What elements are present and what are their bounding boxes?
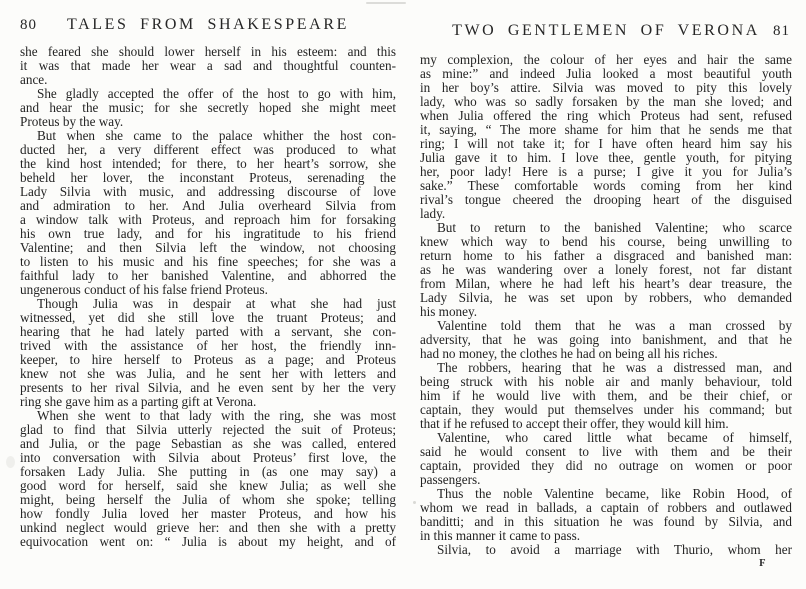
text-line: captain, provided they did no outrage on women or poor <box>420 459 792 473</box>
right-page-number: 81 <box>773 23 790 39</box>
text-line: captain, they would put themselves under his command; but <box>420 403 792 417</box>
text-line: him if he would live with them, and be their chief, or <box>420 389 792 403</box>
text-line: into conversation with Silvia about Proteus’ first love, the <box>20 451 396 465</box>
text-line: lady, who was so sadly forsaken by the man she loved; and <box>420 95 792 109</box>
left-running-head-title: TALES FROM SHAKESPEARE <box>67 16 349 33</box>
text-line: trived with the assistance of her host, the friendly inn- <box>20 339 396 353</box>
text-line: and Julia, or the page Sebastian as she was called, entered <box>20 437 396 451</box>
text-line: a window talk with Proteus, and reproach him for forsaking <box>20 213 396 227</box>
text-line: good word for herself, said she knew Julia; as well she <box>20 479 396 493</box>
text-line: Julia gave it to him. I love thee, gentle youth, for pitying <box>420 151 792 165</box>
text-line: ungenerous conduct of his false friend Proteus. <box>20 283 268 297</box>
left-page-number: 80 <box>20 17 37 33</box>
text-line: when Julia offered the ring which Proteus had sent, refused <box>420 109 792 123</box>
text-line: as mine:” and indeed Julia looked a most beautiful youth <box>420 67 792 81</box>
text-line: she feared she should lower herself in his esteem: and this <box>20 45 396 59</box>
text-line: But to return to the banished Valentine; who scarce <box>437 221 792 235</box>
text-line: adversity, that he was going into banishment, and that he <box>420 333 792 347</box>
text-line: Thus the noble Valentine became, like Robin Hood, of <box>437 487 792 501</box>
right-page <box>420 0 792 589</box>
text-line: my complexion, the colour of her eyes and hair the same <box>420 53 792 67</box>
text-line: in her boy’s attire. Silvia was moved to pity this lovely <box>420 81 792 95</box>
signature-mark: F <box>759 558 766 569</box>
text-line: keeper, to hire herself to Proteus as a page; and Proteus <box>20 353 396 367</box>
text-line: it was that made her wear a sad and thoughtful counten- <box>20 59 396 73</box>
left-page <box>20 0 396 589</box>
text-line: unkind neglect would grieve her: and then she with a pretty <box>20 521 396 535</box>
text-line: knew which way to bend his course, being unwilling to <box>420 235 792 249</box>
right-running-head-title: TWO GENTLEMEN OF VERONA <box>452 22 760 39</box>
text-line: Lady Silvia, he was set upon by robbers, who demanded <box>420 291 792 305</box>
text-line: When she went to that lady with the ring, she was most <box>37 409 396 423</box>
text-line: She gladly accepted the offer of the host to go with him, <box>37 87 396 101</box>
text-line: ring; I will not take it; for I have often heard him say his <box>420 137 792 151</box>
text-line: in this manner it came to pass. <box>420 529 581 543</box>
text-line: whom we read in ballads, a captain of robbers and outlawed <box>420 501 792 515</box>
text-line: his own true lady, and for his ingratitude to his friend <box>20 227 396 241</box>
text-line: Valentine; and then Silvia left the window, not choosing <box>20 241 396 255</box>
text-line: said he would consent to live with them and be their <box>420 445 792 459</box>
text-line: beheld her lover, the inconstant Proteus, serenading the <box>20 171 396 185</box>
text-line: equivocation went on: “ Julia is about my height, and of <box>20 535 396 549</box>
text-line: faithful lady to her banished Valentine, and abhorred the <box>20 269 396 283</box>
text-line: forsaken Lady Julia. She putting in (as one may say) a <box>20 465 396 479</box>
text-line: sake.” These comfortable words coming from her kind <box>420 179 792 193</box>
scan-speck <box>413 501 416 504</box>
text-line: presents to her rival Silvia, and he even sent by her the very <box>20 381 396 395</box>
text-line: Valentine, who cared little what became of himself, <box>437 431 792 445</box>
text-line: it, saying, “ The more shame for him that he sends me that <box>420 123 792 137</box>
text-line: return home to his father a disgraced and banished man: <box>420 249 792 263</box>
scan-smudge-left-margin <box>6 456 15 468</box>
text-line: The robbers, hearing that he was a distressed man, and <box>437 361 792 375</box>
right-page-body-text <box>420 53 792 557</box>
text-line: Valentine told them that he was a man crossed by <box>437 319 792 333</box>
text-line: and admiration to her. And Julia overheard Silvia from <box>20 199 396 213</box>
text-line: from Milan, where he had left his heart’s dear treasure, the <box>420 277 792 291</box>
right-running-header <box>420 22 792 40</box>
text-line: ring she gave him as a parting gift at Verona. <box>20 395 257 409</box>
text-line: Lady Silvia with music, and addressing discourse of love <box>20 185 396 199</box>
left-running-header <box>20 16 396 34</box>
text-line: Silvia, to avoid a marriage with Thurio, whom her <box>437 543 792 557</box>
text-line: his money. <box>420 305 478 319</box>
text-line: to listen to his music and his fine speeches; for she was a <box>20 255 396 269</box>
text-line: But when she came to the palace whither the host con- <box>37 129 396 143</box>
text-line: Though Julia was in despair at what she had just <box>37 297 396 311</box>
text-line: the kind host intended; for there, to her heart’s sorrow, she <box>20 157 396 171</box>
text-line: ducted her, a very different effect was produced to what <box>20 143 396 157</box>
text-line: that if he refused to accept their offer, they would kill him. <box>420 417 729 431</box>
text-line: passengers. <box>420 473 481 487</box>
text-line: Proteus by the way. <box>20 115 124 129</box>
text-line: lady. <box>420 207 446 221</box>
text-line: had no money, the clothes he had on being all his riches. <box>420 347 718 361</box>
text-line: glad to find that Silvia utterly rejected the suit of Proteus; <box>20 423 396 437</box>
text-line: knew not she was Julia, and he sent her with letters and <box>20 367 396 381</box>
text-line: witnessed, yet did she still love the truant Proteus; and <box>20 311 396 325</box>
text-line: rival’s tongue cheered the drooping heart of the disguised <box>420 193 792 207</box>
text-line: might, being herself the Julia of whom she spoke; telling <box>20 493 396 507</box>
text-line: ance. <box>20 73 48 87</box>
text-line: her, poor lady! Here is a purse; I give it you for Julia’s <box>420 165 792 179</box>
text-line: banditti; and in this situation he was found by Silvia, and <box>420 515 792 529</box>
text-line: as he was wandering over a lonely forest, not far distant <box>420 263 792 277</box>
text-line: how fondly Julia loved her master Proteus, and how his <box>20 507 396 521</box>
left-page-body-text <box>20 45 396 549</box>
text-line: hearing that he had lately parted with a servant, she con- <box>20 325 396 339</box>
text-line: and hear the music; for she secretly hoped she might meet <box>20 101 396 115</box>
text-line: being struck with his noble air and manly behaviour, told <box>420 375 792 389</box>
